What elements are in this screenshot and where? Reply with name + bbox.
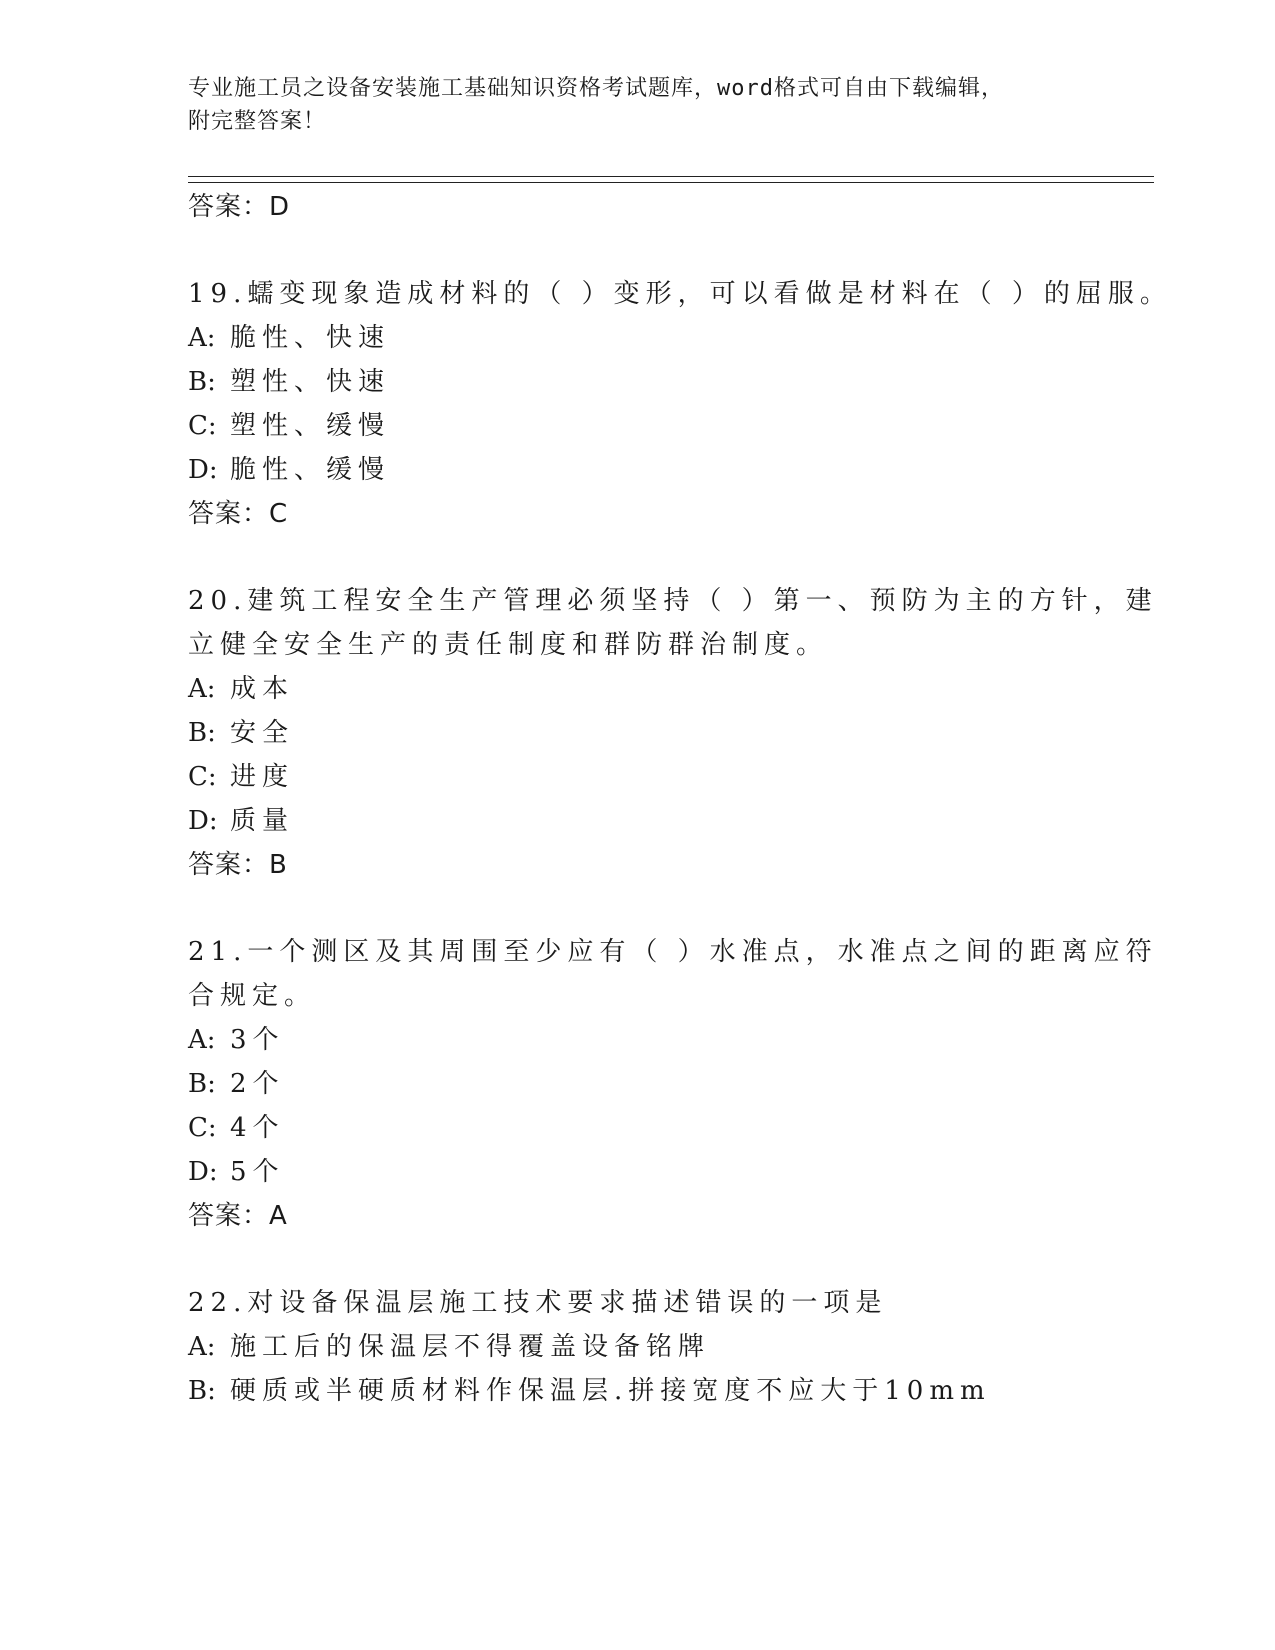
option-letter: D: — [188, 806, 218, 836]
question-20-option-b — [188, 712, 294, 749]
question-19-text: 19.蠕变现象造成材料的（ ）变形，可以看做是材料在（ ）的屈服。 — [188, 279, 1172, 309]
question-20-text-line-1: 20.建筑工程安全生产管理必须坚持（ ）第一、预防为主的方针，建 — [188, 586, 1158, 616]
document-header — [188, 72, 1068, 138]
option-text: 安全 — [230, 718, 295, 748]
question-22-option-a — [188, 1326, 710, 1363]
option-letter: C: — [188, 1113, 217, 1143]
option-letter: A: — [188, 1025, 216, 1055]
option-text: 施工后的保温层不得覆盖设备铭牌 — [230, 1332, 711, 1362]
header-line-1: 专业施工员之设备安装施工基础知识资格考试题库，word格式可自由下载编辑， — [188, 76, 1004, 101]
question-19-option-b — [188, 361, 390, 398]
question-21-text-line-2: 合规定。 — [188, 981, 317, 1011]
option-text: 塑性、快速 — [230, 367, 391, 397]
option-text: 成本 — [230, 674, 295, 704]
option-text: 2个 — [230, 1069, 285, 1099]
question-21-text-line-1: 21.一个测区及其周围至少应有（ ）水准点，水准点之间的距离应符 — [188, 937, 1158, 967]
option-text: 脆性、缓慢 — [230, 455, 391, 485]
header-line-2: 附完整答案！ — [188, 109, 327, 134]
question-22-text: 22.对设备保温层施工技术要求描述错误的一项是 — [188, 1288, 888, 1318]
option-letter: A: — [188, 1332, 216, 1362]
header-divider-top — [188, 176, 1154, 177]
question-21-option-d — [188, 1151, 285, 1188]
question-20-text-line-2: 立健全安全生产的责任制度和群防群治制度。 — [188, 630, 829, 660]
question-19-option-a — [188, 317, 390, 354]
question-21-answer: 答案：A — [188, 1201, 288, 1231]
option-letter: C: — [188, 762, 217, 792]
question-20-option-c — [188, 756, 294, 793]
option-letter: B: — [188, 1376, 216, 1406]
question-21-option-b — [188, 1063, 285, 1100]
header-divider-bottom — [188, 182, 1154, 183]
option-letter: D: — [188, 1157, 218, 1187]
option-letter: B: — [188, 718, 216, 748]
option-text: 硬质或半硬质材料作保温层.拼接宽度不应大于10mm — [230, 1376, 991, 1406]
question-19-answer: 答案：C — [188, 499, 289, 529]
option-letter: B: — [188, 367, 216, 397]
option-letter: C: — [188, 411, 217, 441]
question-20-option-d — [188, 800, 294, 837]
previous-answer: 答案：D — [188, 192, 291, 222]
question-21-option-c — [188, 1107, 285, 1144]
option-text: 5个 — [230, 1157, 285, 1187]
option-text: 3个 — [230, 1025, 285, 1055]
question-19-option-c — [188, 405, 390, 442]
option-letter: D: — [188, 455, 218, 485]
question-21-option-a — [188, 1019, 285, 1056]
option-text: 质量 — [230, 806, 295, 836]
option-text: 脆性、快速 — [230, 323, 391, 353]
option-letter: A: — [188, 323, 216, 353]
question-20-answer: 答案：B — [188, 850, 288, 880]
option-text: 4个 — [230, 1113, 285, 1143]
option-letter: B: — [188, 1069, 216, 1099]
question-20-option-a — [188, 668, 294, 705]
option-text: 进度 — [230, 762, 295, 792]
question-22-option-b — [188, 1370, 991, 1407]
question-19-option-d — [188, 449, 390, 486]
option-letter: A: — [188, 674, 216, 704]
option-text: 塑性、缓慢 — [230, 411, 391, 441]
